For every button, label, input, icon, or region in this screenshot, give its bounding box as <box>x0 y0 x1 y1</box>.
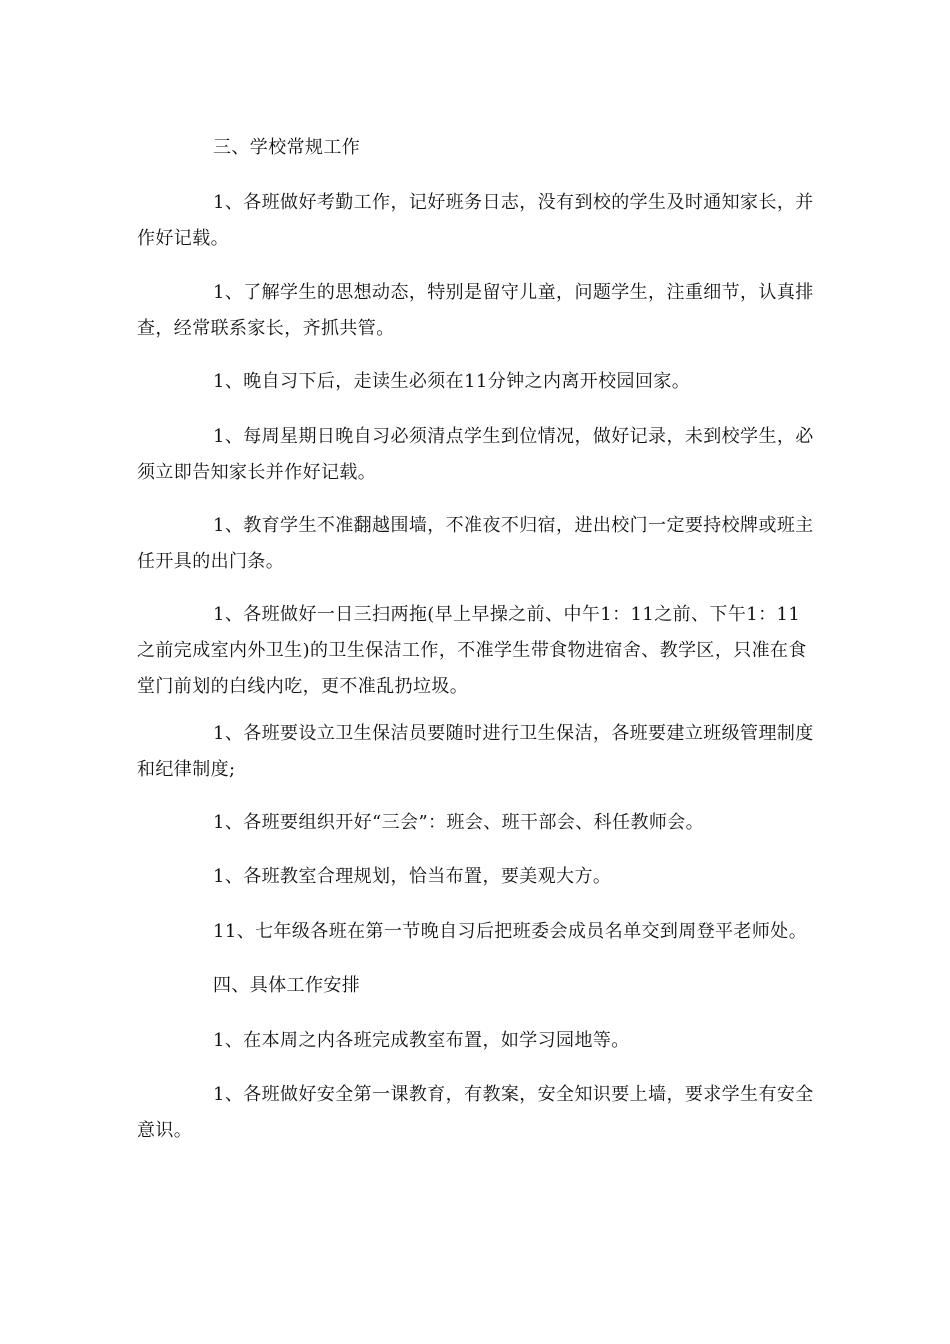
paragraph-cleaning: 1、各班做好一日三扫两拖(早上早操之前、中午1：11之前、下午1：11之前完成室内外卫生)的卫生保洁工作，不准学生带食物进宿舍、教学区，只准在食堂门前划的白线内吃，更不准乱扔垃圾。 <box>137 604 807 697</box>
paragraph-classroom-layout: 1、各班教室合理规划，恰当布置，要美观大方。 <box>213 866 612 887</box>
section-heading-work-plan: 四、具体工作安排 <box>213 975 361 996</box>
paragraph-evening-study: 1、晚自习下后，走读生必须在11分钟之内离开校园回家。 <box>213 371 691 392</box>
paragraph-classroom-setup: 1、在本周之内各班完成教室布置，如学习园地等。 <box>213 1030 630 1051</box>
paragraph-attendance: 1、各班做好考勤工作，记好班务日志，没有到校的学生及时通知家长，并作好记载。 <box>137 192 814 249</box>
paragraph-student-thoughts: 1、了解学生的思想动态，特别是留守儿童，问题学生，注重细节，认真排查，经常联系家长，齐抓共管。 <box>137 282 814 339</box>
paragraph-sunday-check: 1、每周星期日晚自习必须清点学生到位情况，做好记录，未到校学生，必须立即告知家长并作好记载。 <box>137 426 814 483</box>
paragraph-three-meetings: 1、各班要组织开好“三会”：班会、班干部会、科任教师会。 <box>213 812 705 833</box>
paragraph-hygiene-staff: 1、各班要设立卫生保洁员要随时进行卫生保洁，各班要建立班级管理制度和纪律制度; <box>137 723 814 780</box>
paragraph-grade-seven: 11、七年级各班在第一节晚自习后把班委会成员名单交到周登平老师处。 <box>213 921 808 942</box>
paragraph-safety-lesson: 1、各班做好安全第一课教育，有教案，安全知识要上墙，要求学生有安全意识。 <box>137 1084 814 1141</box>
section-heading-school-routine: 三、学校常规工作 <box>213 137 361 158</box>
paragraph-discipline: 1、教育学生不准翻越围墙，不准夜不归宿，进出校门一定要持校牌或班主任开具的出门条。 <box>137 515 814 572</box>
